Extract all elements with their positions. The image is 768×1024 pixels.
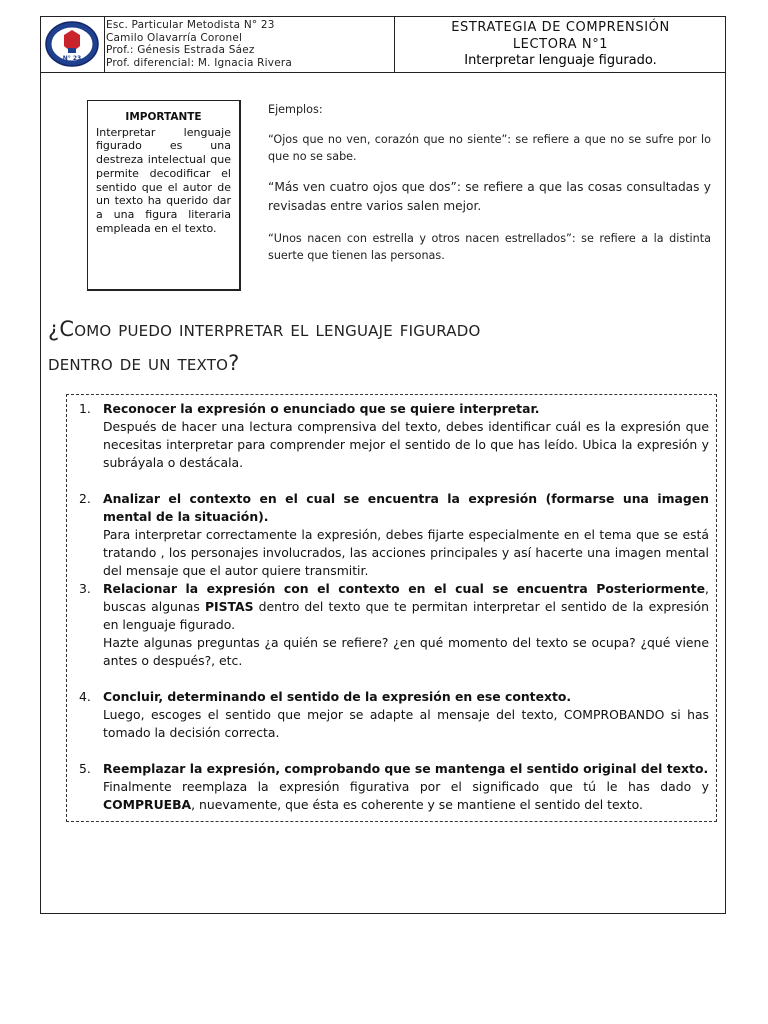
school-crest-icon <box>44 19 100 69</box>
step-body: Hazte algunas preguntas ¿a quién se refiere? ¿en qué momento del texto se ocupa? ¿qué viene antes o después?, etc. <box>103 635 709 668</box>
step-body: Finalmente reemplaza la expresión figurativa por el significado que tú le has dado y <box>103 779 709 794</box>
step-body: , buscas algunas <box>103 581 709 614</box>
step-body: dentro del texto que te permitan interpretar el sentido de la expresión en lenguaje figurado. <box>103 599 709 632</box>
school-name: Esc. Particular Metodista N° 23 <box>106 19 275 31</box>
svg-text:N° 23: N° 23 <box>62 55 82 62</box>
question-line-2: dentro de un texto? <box>48 351 240 375</box>
teacher-name: Prof.: Génesis Estrada Sáez <box>106 44 255 57</box>
important-text: Interpretar lenguaje figurado es una destreza intelectual que permite decodificar el sentido que el autor de un texto ha querido dar a una figura literaria empleada en el texto. <box>96 125 231 235</box>
step-5 <box>79 760 709 814</box>
differential-teacher: Prof. diferencial: M. Ignacia Rivera <box>106 56 293 69</box>
example-item: “Ojos que no ven, corazón que no siente”: se refiere a que no se sufre por lo que no se sabe. <box>268 133 711 163</box>
strategy-title: ESTRATEGIA DE COMPRENSIÓN <box>451 20 670 35</box>
header-title-block <box>395 16 726 73</box>
important-box <box>87 100 241 291</box>
step-title: Concluir, determinando el sentido de la expresión en ese contexto. <box>103 689 572 704</box>
step-body: , nuevamente, que ésta es coherente y se mantiene el sentido del texto. <box>191 797 643 812</box>
step-title: Relacionar la expresión con el contexto en el cual se encuentra Posteriormente <box>103 581 706 596</box>
example-item: “Más ven cuatro ojos que dos”: se refiere a que las cosas consultadas y revisadas entre varios salen mejor. <box>268 180 711 213</box>
step-number: 5. <box>79 761 91 776</box>
examples-heading: Ejemplos: <box>268 103 323 116</box>
step-number: 1. <box>79 401 91 416</box>
step-title: Analizar el contexto en el cual se encuentra la expresión (formarse una imagen mental de la situación). <box>103 491 709 524</box>
step-4 <box>79 688 709 742</box>
example-item: “Unos nacen con estrella y otros nacen estrellados”: se refiere a la distinta suerte que tienen las personas. <box>268 232 711 262</box>
school-person: Camilo Olavarría Coronel <box>106 31 243 44</box>
step-body: Después de hacer una lectura comprensiva del texto, debes identificar cuál es la expresión que necesitas interpretar para comprender mejor el sentido de lo que has leído. Ubica la expresión y subráyala o destácala. <box>103 419 709 470</box>
strategy-number: LECTORA N°1 <box>512 36 609 52</box>
strategy-subtitle: Interpretar lenguaje figurado. <box>464 53 657 68</box>
step-keyword: COMPRUEBA <box>103 797 192 812</box>
step-number: 2. <box>79 491 91 506</box>
header-school-info <box>40 16 395 73</box>
steps-list <box>79 400 709 814</box>
school-lines <box>106 19 292 69</box>
section-question-heading <box>48 312 718 380</box>
step-number: 4. <box>79 689 91 704</box>
step-3 <box>79 580 709 670</box>
examples-section <box>268 101 711 277</box>
important-title: IMPORTANTE <box>125 111 202 123</box>
step-1 <box>79 400 709 472</box>
step-2 <box>79 490 709 580</box>
step-body: Para interpretar correctamente la expresión, debes fijarte especialmente en el tema que se está tratando , los personajes involucrados, las acciones principales y así hacerte una imagen mental del mensaje que el autor quiere transmitir. <box>103 527 709 578</box>
step-keyword: PISTAS <box>204 599 254 614</box>
step-body: Luego, escoges el sentido que mejor se adapte al mensaje del texto, COMPROBANDO si has tomado la decisión correcta. <box>103 707 709 740</box>
step-title: Reconocer la expresión o enunciado que se quiere interpretar. <box>103 401 540 416</box>
question-line-1: ¿Como puedo interpretar el lenguaje figurado <box>48 317 481 341</box>
step-title: Reemplazar la expresión, comprobando que se mantenga el sentido original del texto. <box>103 761 709 776</box>
steps-box <box>66 394 717 822</box>
logo-divider <box>104 16 105 73</box>
step-number: 3. <box>79 581 91 596</box>
